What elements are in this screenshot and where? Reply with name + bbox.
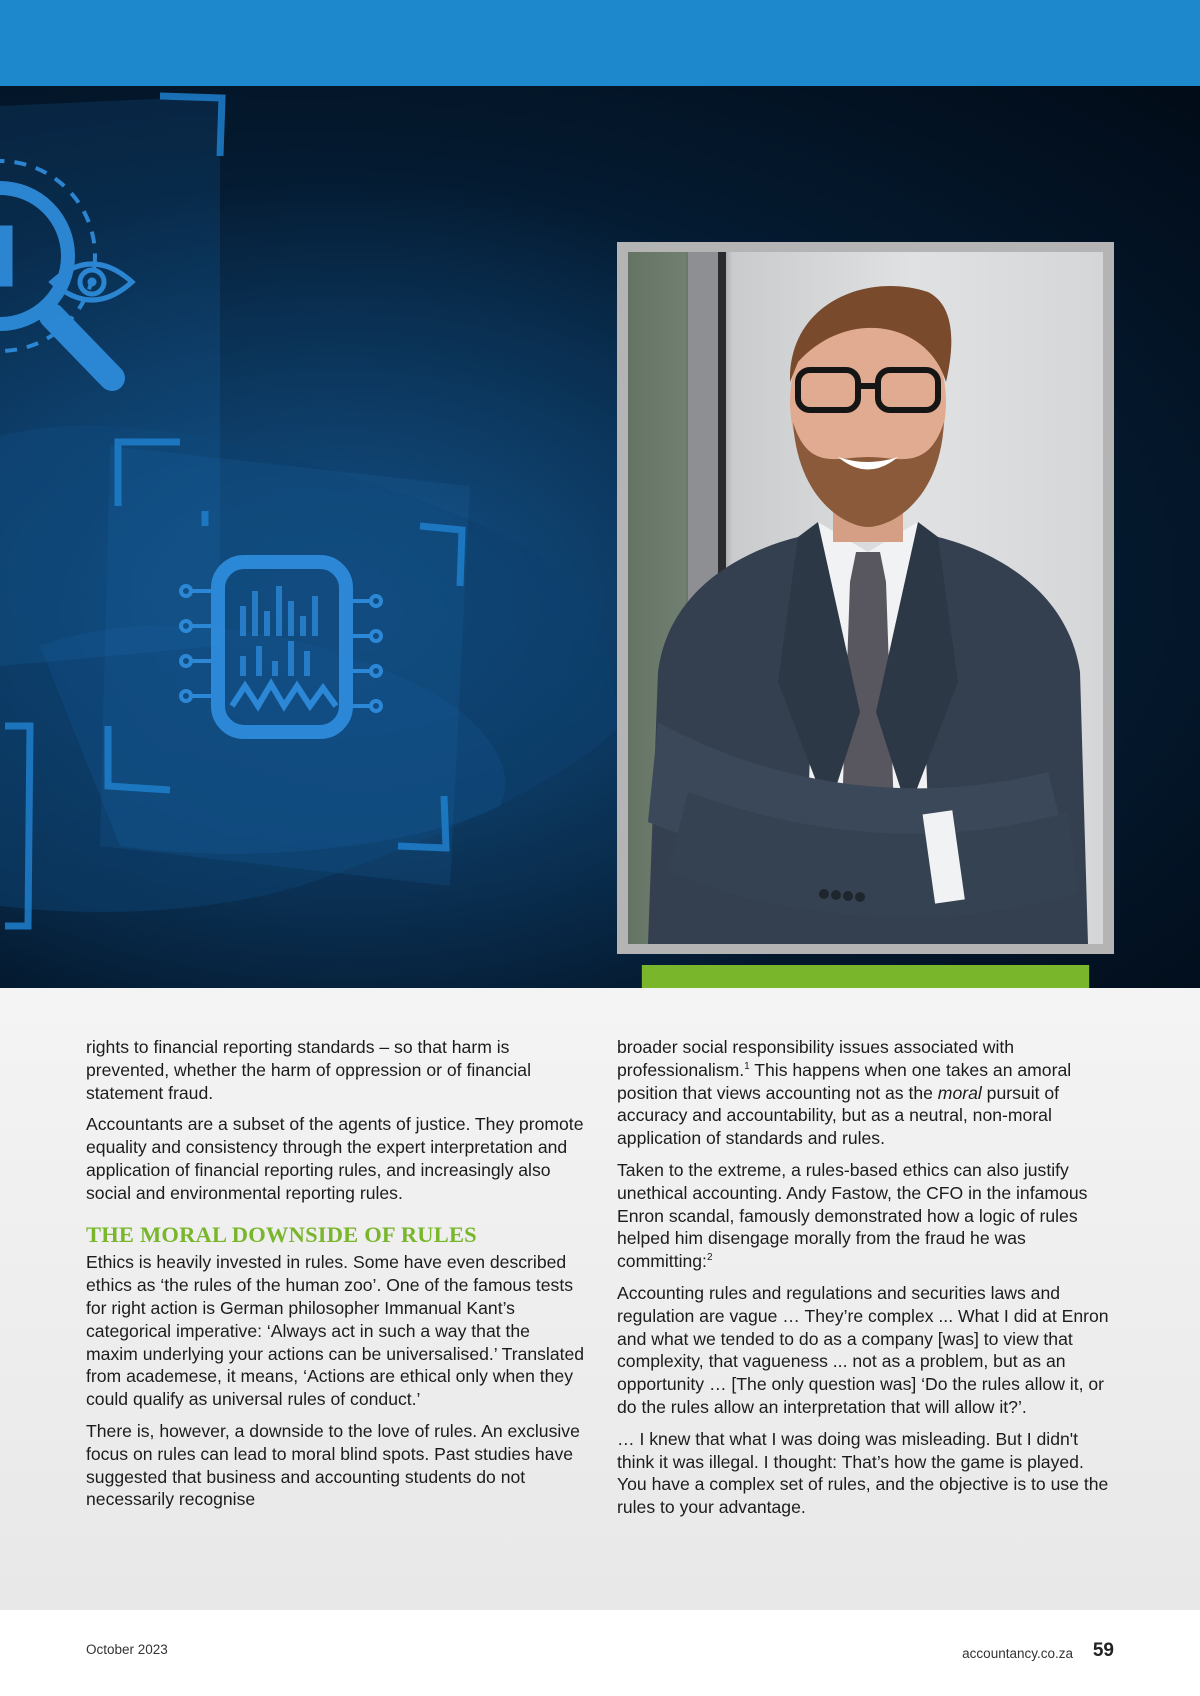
left-column xyxy=(86,1036,586,1520)
footnote-ref: 2 xyxy=(706,1252,713,1264)
portrait-photo xyxy=(628,252,1103,944)
paragraph: Ethics is heavily invested in rules. Some have even described ethics as ‘the rules of the human zoo’. One of the famous tests for right action is German philosopher Immanual Kant’s categorical imperative: ‘Always act in such a way that the maxim underlying your actions can be universalised.’ Translated from academese, it means, ‘Actions are ethical only when they could qualify as universal rules of conduct.’ xyxy=(86,1252,585,1410)
issue-date: October 2023 xyxy=(86,1642,168,1657)
block-quote: … I knew that what I was doing was misleading. But I didn't think it was illegal. I thought: That’s how the game is played. You have a complex set of rules, and the objective is to use the rules to your advantage. xyxy=(617,1428,1109,1518)
paragraph: broader social responsibility issues associated with professionalism.$^1$ This happens when one takes an amoral position that views accounting not as the moral pursuit of accuracy and accountability, but as a neutral, non-moral application of standards and rules. xyxy=(617,1037,1072,1149)
block-quote: Accounting rules and regulations and securities laws and regulation are vague … They’re complex ... What I did at Enron and what we tended to do as a company [was] to view that complexity, that vagueness ... not as a problem, but as an opportunity … [The only question was] ‘Do the rules allow it, or do the rules allow an interpretation that will allow it?’. xyxy=(617,1282,1109,1417)
page-footer xyxy=(0,1610,1200,1696)
paragraph: Accountants are a subset of the agents of justice. They promote equality and consistency through the expert interpretation and application of financial reporting rules, and increasingly also social and environmental reporting rules. xyxy=(86,1114,584,1203)
right-column xyxy=(617,1036,1117,1528)
paragraph: There is, however, a downside to the love of rules. An exclusive focus on rules can lead to moral blind spots. Past studies have suggested that business and accounting students do not necessarily recognise xyxy=(86,1420,580,1510)
footnote-ref: 1 xyxy=(744,1060,750,1072)
section-heading: THE MORAL DOWNSIDE OF RULES xyxy=(86,1221,477,1247)
top-color-bar xyxy=(0,0,1200,86)
website-link[interactable]: accountancy.co.za xyxy=(962,1646,1073,1661)
paragraph: rights to financial reporting standards – so that harm is prevented, whether the harm of oppression or of financial statement fraud. xyxy=(86,1037,531,1103)
hero-image xyxy=(0,86,1200,988)
paragraph: Taken to the extreme, a rules-based ethics can also justify unethical accounting. Andy Fastow, the CFO in the infamous Enron scandal, famously demonstrated how a logic of rules helped him disengage morally from the fraud he was committing:$^2$ xyxy=(617,1159,1088,1272)
portrait-frame xyxy=(617,242,1114,954)
page-number: 59 xyxy=(1092,1640,1114,1661)
